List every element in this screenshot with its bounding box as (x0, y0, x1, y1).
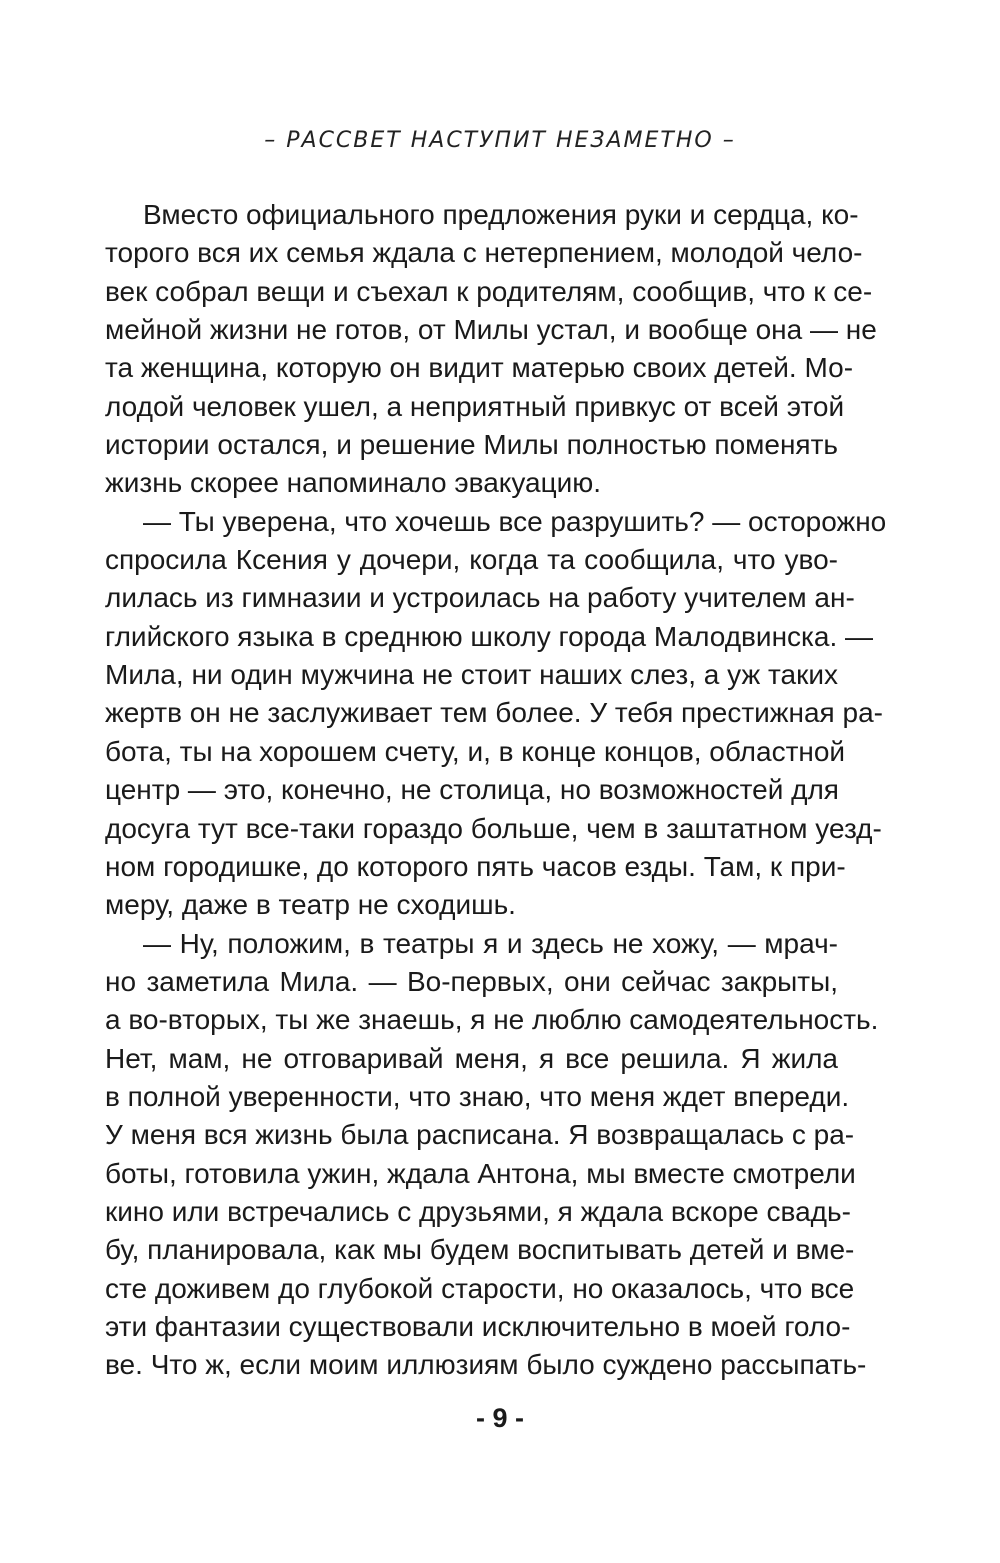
text-line: Мила, ни один мужчина не стоит наших слез, а уж таких (105, 659, 838, 691)
body-text (105, 196, 887, 1385)
text-line: Нет, мам, не отговаривай меня, я все решила. Я жила (105, 1042, 838, 1074)
text-line: — Ну, положим, в театры я и здесь не хожу, — мрач- (143, 927, 838, 959)
text-line: У меня вся жизнь была расписана. Я возвращалась с ра- (105, 1119, 855, 1151)
text-line: досуга тут все-таки гораздо больше, чем в заштатном уезд- (105, 812, 882, 844)
text-line: лилась из гимназии и устроилась на работу учителем ан- (105, 582, 855, 614)
text-line: та женщина, которую он видит матерью своих детей. Мо- (105, 352, 854, 384)
text-line: Вместо официального предложения руки и сердца, ко- (143, 199, 859, 230)
text-line: сте доживем до глубокой старости, но оказалось, что все (105, 1272, 855, 1304)
page-number: - 9 - (475, 1403, 524, 1433)
text-line: боты, готовила ужин, ждала Антона, мы вместе смотрели (105, 1157, 856, 1189)
text-line: жертв он не заслуживает тем более. У тебя престижная ра- (105, 697, 883, 729)
text-line: центр — это, конечно, не столица, но возможностей для (105, 774, 839, 806)
text-line: мейной жизни не готов, от Милы устал, и вообще она — не (105, 314, 877, 346)
text-line: ве. Что ж, если моим иллюзиям было суждено рассыпать- (105, 1349, 867, 1381)
text-line: жизнь скорее напоминало эвакуацию. (105, 467, 602, 499)
text-line: а во-вторых, ты же знаешь, я не люблю самодеятельность. (105, 1004, 879, 1036)
text-line: бу, планировала, как мы будем воспитывать детей и вме- (105, 1234, 855, 1266)
text-line: торого вся их семья ждала с нетерпением, молодой чело- (105, 237, 863, 269)
text-line: век собрал вещи и съехал к родителям, сообщив, что к се- (105, 275, 873, 307)
running-header: – РАССВЕТ НАСТУПИТ НЕЗАМЕТНО – (264, 128, 736, 153)
text-line: кино или встречались с друзьями, я ждала вскоре свадь- (105, 1195, 851, 1227)
text-line: ном городишке, до которого пять часов езды. Там, к при- (105, 850, 846, 882)
text-line: меру, даже в театр не сходишь. (105, 889, 516, 921)
text-line: глийского языка в среднюю школу города Малодвинска. — (105, 620, 874, 652)
text-line: эти фантазии существовали исключительно в моей голо- (105, 1310, 851, 1342)
text-line: лодой человек ушел, а неприятный привкус от всей этой (105, 390, 845, 422)
text-line: истории остался, и решение Милы полностью поменять (105, 429, 838, 461)
text-line: спросила Ксения у дочери, когда та сообщила, что уво- (105, 544, 838, 576)
text-line: — Ты уверена, что хочешь все разрушить? — осторожно (143, 505, 887, 537)
text-line: в полной уверенности, что знаю, что меня ждет впереди. (105, 1080, 850, 1112)
text-line: бота, ты на хорошем счету, и, в конце концов, областной (105, 735, 846, 767)
text-line: но заметила Мила. — Во-первых, они сейчас закрыты, (105, 965, 838, 997)
